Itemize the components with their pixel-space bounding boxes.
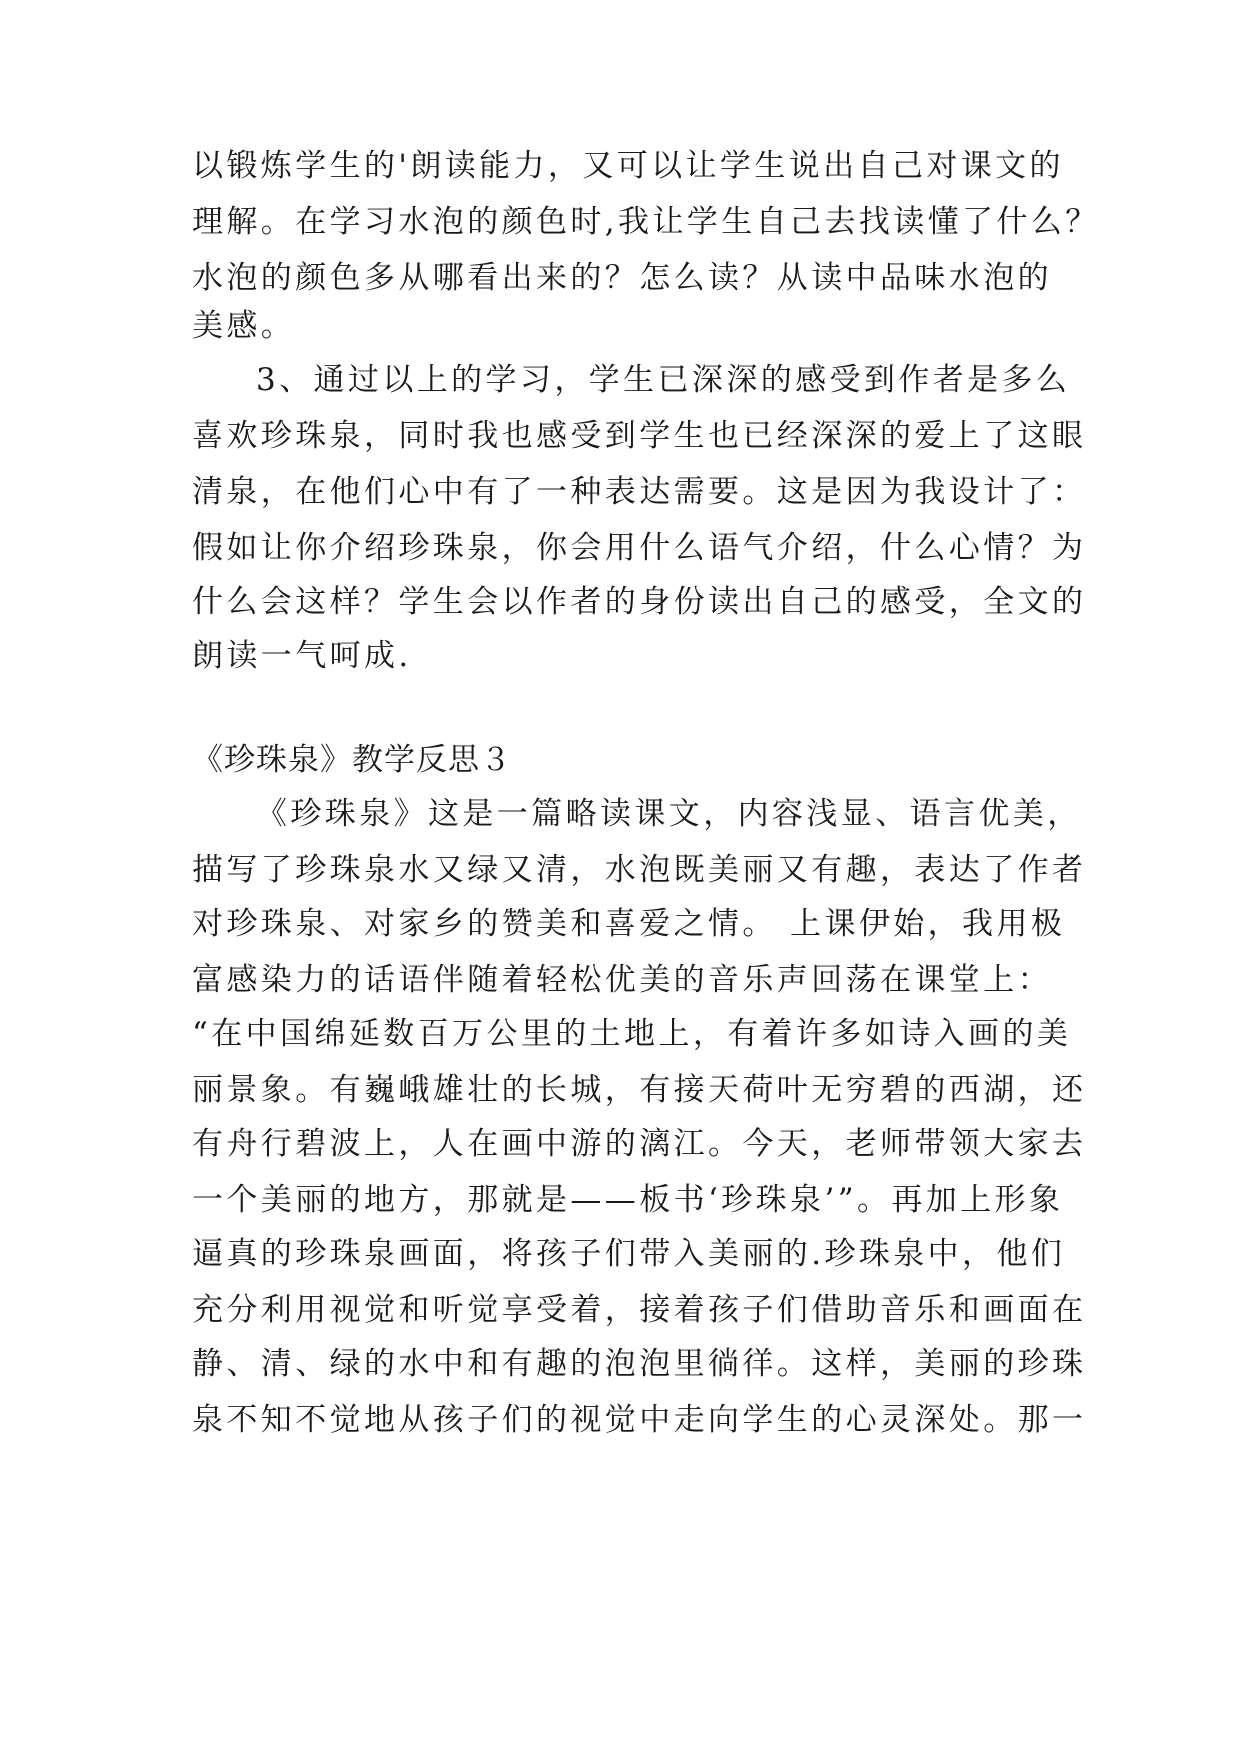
paragraph-line: 朗读一气呵成. bbox=[192, 638, 412, 674]
paragraph-line: 什么会这样？学生会以作者的身份读出自己的感受，全文的 bbox=[192, 584, 1087, 620]
paragraph-line: 一个美丽的地方，那就是——板书‘珍珠泉’”。再加上形象 bbox=[192, 1182, 1064, 1218]
paragraph-line: 有舟行碧波上，人在画中游的漓江。今天，老师带领大家去 bbox=[192, 1126, 1087, 1162]
paragraph-line: 《珍珠泉》这是一篇略读课文，内容浅显、语言优美， bbox=[256, 796, 1082, 832]
paragraph-line: 描写了珍珠泉水又绿又清，水泡既美丽又有趣，表达了作者 bbox=[192, 852, 1087, 888]
paragraph-line: 丽景象。有巍峨雄壮的长城，有接天荷叶无穷碧的西湖，还 bbox=[192, 1072, 1087, 1108]
paragraph-line: 美感。 bbox=[192, 308, 296, 344]
paragraph-line: 清泉，在他们心中有了一种表达需要。这是因为我设计了： bbox=[192, 474, 1087, 510]
paragraph-line: 以锻炼学生的'朗读能力，又可以让学生说出自己对课文的 bbox=[192, 148, 1064, 184]
paragraph-line: 充分利用视觉和听觉享受着，接着孩子们借助音乐和画面在 bbox=[192, 1292, 1087, 1328]
paragraph-line: 假如让你介绍珍珠泉，你会用什么语气介绍，什么心情？为 bbox=[192, 530, 1087, 566]
paragraph-line: 泉不知不觉地从孩子们的视觉中走向学生的心灵深处。那一 bbox=[192, 1402, 1087, 1438]
section-heading: 《珍珠泉》教学反思３ bbox=[192, 742, 512, 778]
paragraph-line: 喜欢珍珠泉，同时我也感受到学生也已经深深的爱上了这眼 bbox=[192, 418, 1087, 454]
paragraph-line: 逼真的珍珠泉画面，将孩子们带入美丽的.珍珠泉中，他们 bbox=[192, 1236, 1066, 1272]
paragraph-line: “在中国绵延数百万公里的土地上，有着许多如诗入画的美 bbox=[192, 1016, 1072, 1052]
paragraph-line: 富感染力的话语伴随着轻松优美的音乐声回荡在课堂上： bbox=[192, 962, 1052, 998]
paragraph-line: 理解。在学习水泡的颜色时,我让学生自己去找读懂了什么？ bbox=[192, 204, 1100, 240]
paragraph-line: 对珍珠泉、对家乡的赞美和喜爱之情。 上课伊始，我用极 bbox=[192, 906, 1066, 942]
paragraph-line: 3、通过以上的学习，学生已深深的感受到作者是多么 bbox=[256, 362, 1071, 398]
paragraph-line: 水泡的颜色多从哪看出来的？怎么读？从读中品味水泡的 bbox=[192, 260, 1052, 296]
paragraph-line: 静、清、绿的水中和有趣的泡泡里徜徉。这样，美丽的珍珠 bbox=[192, 1346, 1087, 1382]
